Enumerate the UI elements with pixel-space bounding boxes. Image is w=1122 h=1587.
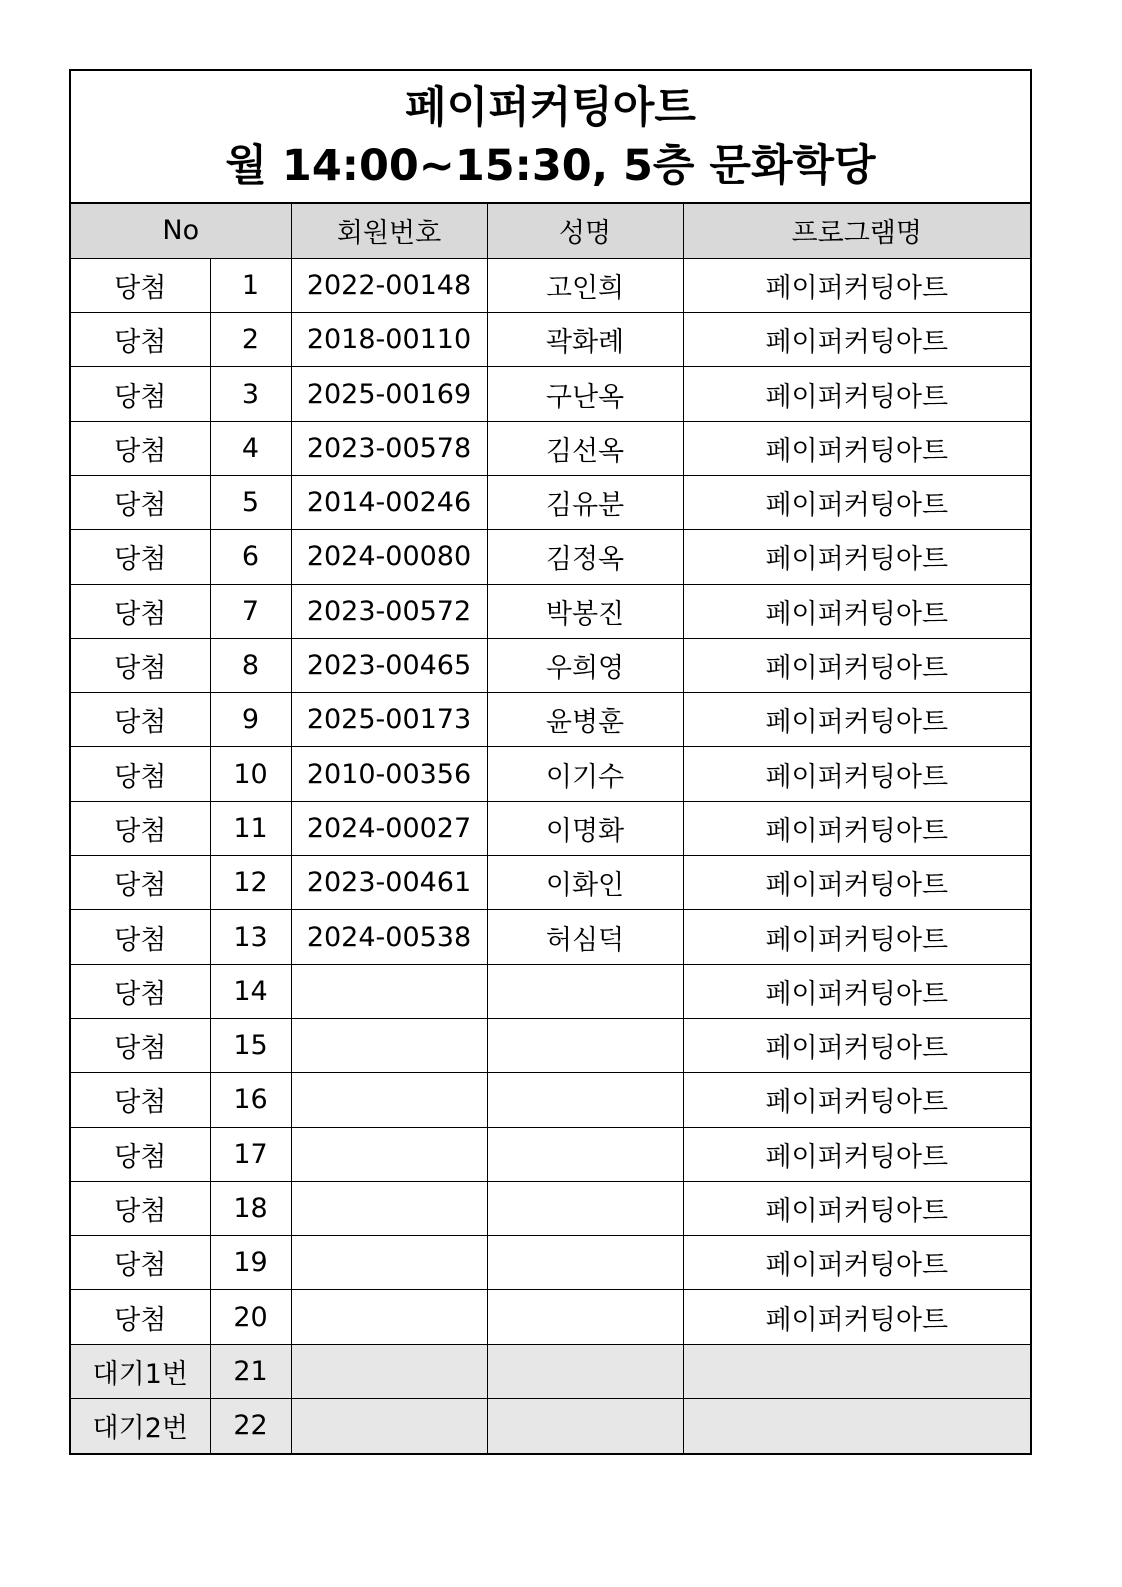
name-cell: 이화인 — [487, 856, 683, 910]
header-no: No — [71, 204, 291, 258]
header-name: 성명 — [487, 204, 683, 258]
member-id-cell: 2014-00246 — [291, 475, 487, 529]
program-cell: 페이퍼커팅아트 — [683, 964, 1030, 1018]
program-cell: 페이퍼커팅아트 — [683, 1127, 1030, 1181]
number-cell: 14 — [210, 964, 291, 1018]
name-cell: 고인희 — [487, 258, 683, 312]
name-cell: 우희영 — [487, 638, 683, 692]
name-cell — [487, 1236, 683, 1290]
table-row — [71, 964, 1030, 1018]
status-cell: 당첨 — [71, 1018, 210, 1072]
status-cell: 당첨 — [71, 1290, 210, 1344]
table-row — [71, 475, 1030, 529]
table-row — [71, 856, 1030, 910]
number-cell: 9 — [210, 693, 291, 747]
member-id-cell: 2024-00538 — [291, 910, 487, 964]
table-row — [71, 1073, 1030, 1127]
member-id-cell — [291, 1399, 487, 1453]
program-cell: 페이퍼커팅아트 — [683, 638, 1030, 692]
name-cell: 김정옥 — [487, 530, 683, 584]
program-cell — [683, 1399, 1030, 1453]
member-id-cell — [291, 1127, 487, 1181]
table-row — [71, 638, 1030, 692]
header-program: 프로그램명 — [683, 204, 1030, 258]
roster-body — [71, 258, 1030, 1453]
roster-sheet — [69, 69, 1032, 1455]
name-cell: 이명화 — [487, 801, 683, 855]
program-cell: 페이퍼커팅아트 — [683, 747, 1030, 801]
name-cell: 박봉진 — [487, 584, 683, 638]
status-cell: 당첨 — [71, 313, 210, 367]
status-cell: 당첨 — [71, 584, 210, 638]
member-id-cell — [291, 964, 487, 1018]
program-title: 페이퍼커팅아트 — [405, 82, 696, 133]
member-id-cell: 2023-00572 — [291, 584, 487, 638]
number-cell: 20 — [210, 1290, 291, 1344]
name-cell: 김유분 — [487, 475, 683, 529]
number-cell: 1 — [210, 258, 291, 312]
title-block — [71, 71, 1030, 204]
header-row — [71, 204, 1030, 258]
table-row — [71, 1127, 1030, 1181]
status-cell: 당첨 — [71, 910, 210, 964]
name-cell: 이기수 — [487, 747, 683, 801]
member-id-cell: 2024-00080 — [291, 530, 487, 584]
number-cell: 17 — [210, 1127, 291, 1181]
name-cell — [487, 1018, 683, 1072]
status-cell: 당첨 — [71, 1073, 210, 1127]
table-row — [71, 258, 1030, 312]
status-cell: 당첨 — [71, 747, 210, 801]
program-cell: 페이퍼커팅아트 — [683, 367, 1030, 421]
status-cell: 당첨 — [71, 1127, 210, 1181]
status-cell: 당첨 — [71, 367, 210, 421]
name-cell — [487, 964, 683, 1018]
status-cell: 당첨 — [71, 801, 210, 855]
status-cell: 당첨 — [71, 856, 210, 910]
program-cell: 페이퍼커팅아트 — [683, 1236, 1030, 1290]
program-cell: 페이퍼커팅아트 — [683, 258, 1030, 312]
roster-table — [71, 204, 1030, 1453]
name-cell — [487, 1399, 683, 1453]
program-cell: 페이퍼커팅아트 — [683, 313, 1030, 367]
member-id-cell: 2023-00461 — [291, 856, 487, 910]
status-cell: 대기1번 — [71, 1344, 210, 1398]
name-cell — [487, 1290, 683, 1344]
table-row — [71, 584, 1030, 638]
program-cell: 페이퍼커팅아트 — [683, 530, 1030, 584]
header-member-id: 회원번호 — [291, 204, 487, 258]
table-row — [71, 801, 1030, 855]
status-cell: 당첨 — [71, 530, 210, 584]
number-cell: 10 — [210, 747, 291, 801]
number-cell: 15 — [210, 1018, 291, 1072]
member-id-cell — [291, 1344, 487, 1398]
program-cell: 페이퍼커팅아트 — [683, 693, 1030, 747]
program-cell: 페이퍼커팅아트 — [683, 1181, 1030, 1235]
table-row — [71, 1399, 1030, 1453]
number-cell: 7 — [210, 584, 291, 638]
name-cell: 윤병훈 — [487, 693, 683, 747]
name-cell — [487, 1181, 683, 1235]
number-cell: 4 — [210, 421, 291, 475]
status-cell: 당첨 — [71, 1236, 210, 1290]
status-cell: 당첨 — [71, 475, 210, 529]
program-cell: 페이퍼커팅아트 — [683, 475, 1030, 529]
number-cell: 16 — [210, 1073, 291, 1127]
member-id-cell: 2023-00465 — [291, 638, 487, 692]
status-cell: 당첨 — [71, 638, 210, 692]
number-cell: 13 — [210, 910, 291, 964]
status-cell: 당첨 — [71, 258, 210, 312]
table-row — [71, 367, 1030, 421]
number-cell: 5 — [210, 475, 291, 529]
number-cell: 2 — [210, 313, 291, 367]
table-row — [71, 1344, 1030, 1398]
status-cell: 대기2번 — [71, 1399, 210, 1453]
member-id-cell — [291, 1290, 487, 1344]
table-row — [71, 747, 1030, 801]
number-cell: 22 — [210, 1399, 291, 1453]
member-id-cell: 2025-00173 — [291, 693, 487, 747]
member-id-cell: 2025-00169 — [291, 367, 487, 421]
number-cell: 19 — [210, 1236, 291, 1290]
program-cell: 페이퍼커팅아트 — [683, 856, 1030, 910]
member-id-cell: 2022-00148 — [291, 258, 487, 312]
member-id-cell: 2024-00027 — [291, 801, 487, 855]
number-cell: 8 — [210, 638, 291, 692]
member-id-cell — [291, 1181, 487, 1235]
status-cell: 당첨 — [71, 964, 210, 1018]
name-cell: 허심덕 — [487, 910, 683, 964]
status-cell: 당첨 — [71, 693, 210, 747]
member-id-cell — [291, 1018, 487, 1072]
number-cell: 11 — [210, 801, 291, 855]
number-cell: 12 — [210, 856, 291, 910]
number-cell: 3 — [210, 367, 291, 421]
program-cell: 페이퍼커팅아트 — [683, 421, 1030, 475]
table-row — [71, 1290, 1030, 1344]
name-cell — [487, 1073, 683, 1127]
name-cell — [487, 1127, 683, 1181]
name-cell — [487, 1344, 683, 1398]
table-row — [71, 1181, 1030, 1235]
name-cell: 곽화례 — [487, 313, 683, 367]
table-row — [71, 313, 1030, 367]
program-cell: 페이퍼커팅아트 — [683, 910, 1030, 964]
table-row — [71, 530, 1030, 584]
number-cell: 21 — [210, 1344, 291, 1398]
name-cell: 구난옥 — [487, 367, 683, 421]
member-id-cell: 2018-00110 — [291, 313, 487, 367]
number-cell: 6 — [210, 530, 291, 584]
member-id-cell — [291, 1236, 487, 1290]
table-row — [71, 421, 1030, 475]
program-cell: 페이퍼커팅아트 — [683, 1073, 1030, 1127]
member-id-cell: 2023-00578 — [291, 421, 487, 475]
program-cell — [683, 1344, 1030, 1398]
program-cell: 페이퍼커팅아트 — [683, 1018, 1030, 1072]
program-cell: 페이퍼커팅아트 — [683, 584, 1030, 638]
table-row — [71, 693, 1030, 747]
program-cell: 페이퍼커팅아트 — [683, 1290, 1030, 1344]
table-row — [71, 1236, 1030, 1290]
number-cell: 18 — [210, 1181, 291, 1235]
table-row — [71, 1018, 1030, 1072]
program-cell: 페이퍼커팅아트 — [683, 801, 1030, 855]
member-id-cell — [291, 1073, 487, 1127]
member-id-cell: 2010-00356 — [291, 747, 487, 801]
table-row — [71, 910, 1030, 964]
status-cell: 당첨 — [71, 421, 210, 475]
name-cell: 김선옥 — [487, 421, 683, 475]
schedule-subtitle: 월 14:00~15:30, 5층 문화학당 — [225, 140, 876, 191]
status-cell: 당첨 — [71, 1181, 210, 1235]
